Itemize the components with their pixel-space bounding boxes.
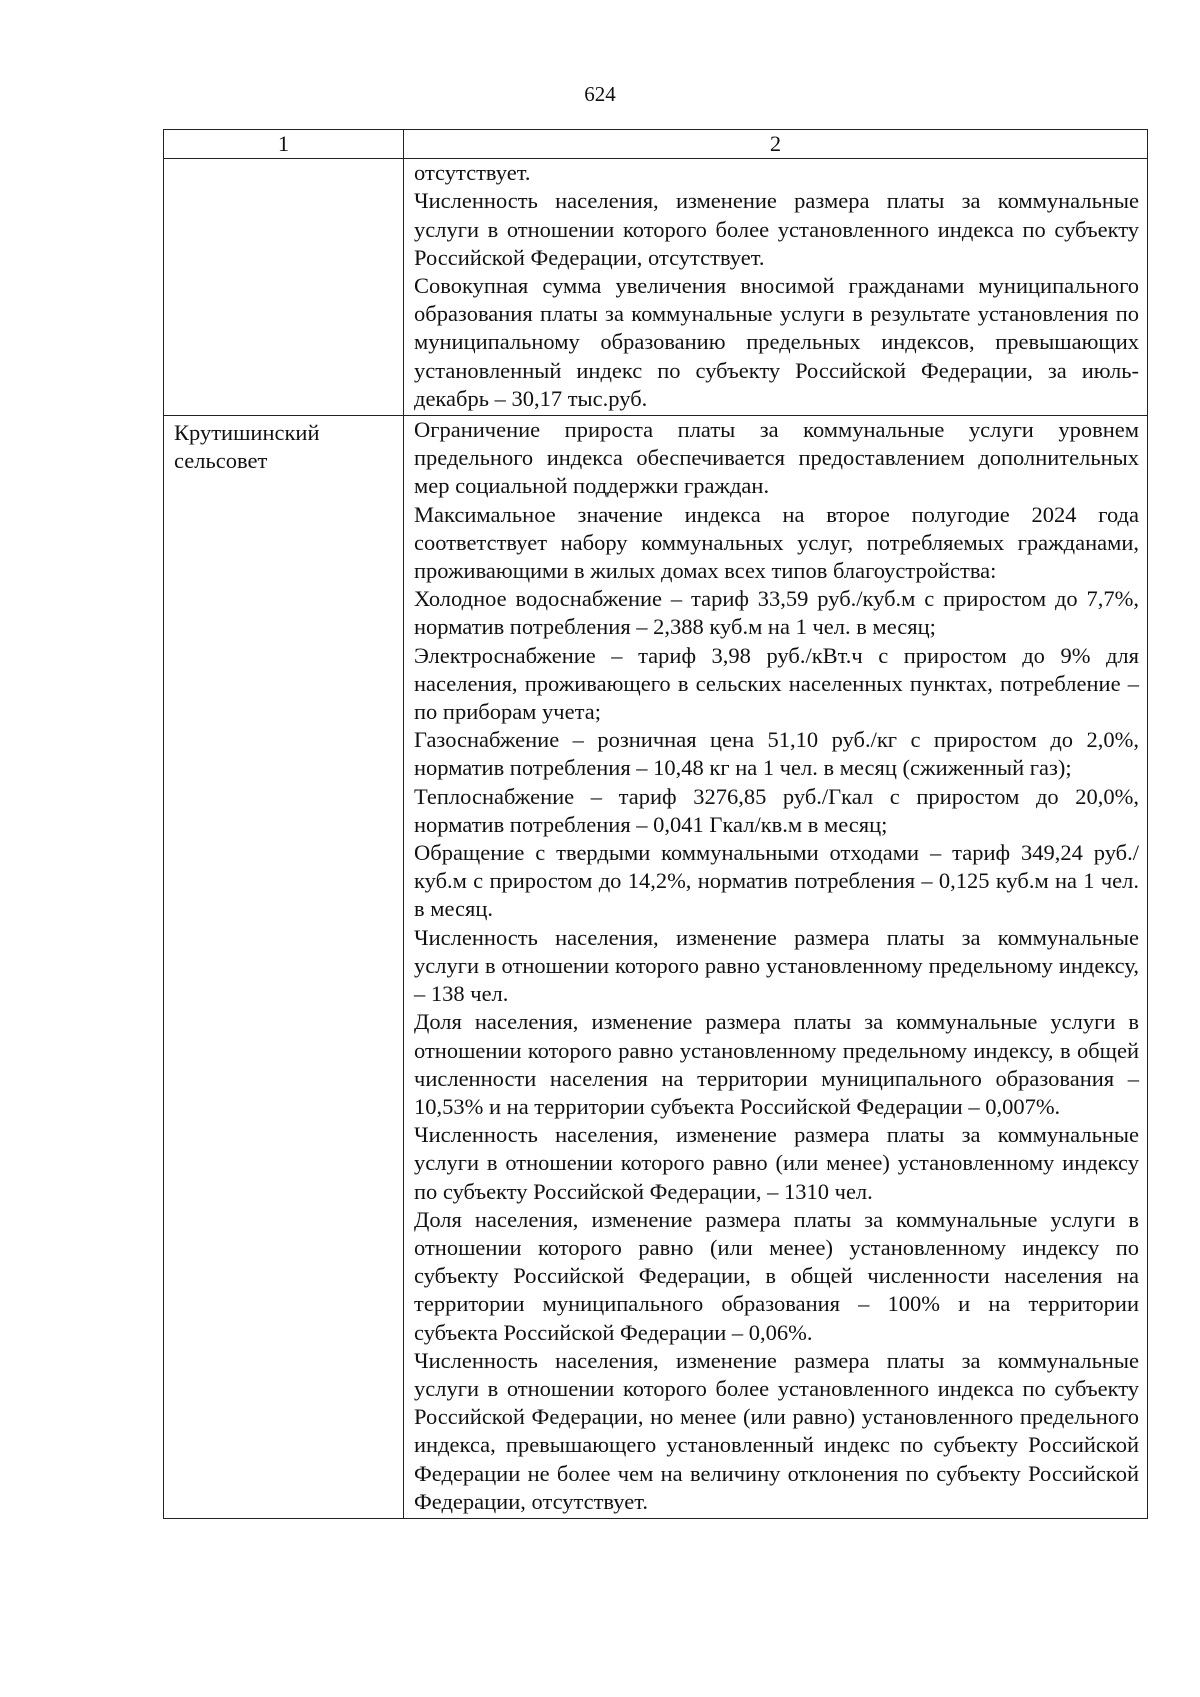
paragraph: Численность населения, изменение размера платы за коммунальные услуги в отношении которого равно установленному предельному индексу, – 138 чел. [414, 924, 1139, 1007]
paragraph: Обращение с твердыми коммунальными отходами – тариф 349,24 руб./куб.м с приростом до 14,2%, норматив потребления – 0,125 куб.м на 1 чел. в месяц. [414, 840, 1139, 922]
paragraph: отсутствует. [414, 160, 531, 186]
column-header-1: 1 [164, 130, 404, 159]
table-row [164, 159, 1148, 416]
municipality-cell [164, 416, 404, 1519]
paragraph: Ограничение прироста платы за коммунальные услуги уровнем предельного индекса обеспечивается предоставлением дополнительных мер социальной поддержки граждан. [414, 417, 1139, 499]
paragraph: Численность населения, изменение размера платы за коммунальные услуги в отношении которого более установленного индекса по субъекту Российской Федерации, отсутствует. [414, 188, 1139, 270]
page-number: 624 [584, 82, 616, 106]
paragraph: Теплоснабжение – тариф 3276,85 руб./Гкал с приростом до 20,0%, норматив потребления – 0,041 Гкал/кв.м в месяц; [414, 783, 1139, 837]
paragraph: Доля населения, изменение размера платы за коммунальные услуги в отношении которого равно установленному предельному индексу, в общей численности населения на территории муниципального образования – 10,53% и на территории субъекта Российской Федерации – 0,007%. [414, 1009, 1139, 1119]
paragraph: Холодное водоснабжение – тариф 33,59 руб./куб.м с приростом до 7,7%, норматив потребления – 2,388 куб.м на 1 чел. в месяц; [414, 586, 1139, 640]
data-table [163, 129, 1148, 1519]
description-cell [404, 416, 1148, 1519]
paragraph: Совокупная сумма увеличения вносимой гражданами муниципального образования платы за коммунальные услуги в результате установления по муниципальному образованию предельных индексов, превышающих установленный индекс по субъекту Российской Федерации, за июль-декабрь – 30,17 тыс.руб. [414, 273, 1139, 411]
municipality-name-line: Крутишинский [174, 420, 320, 446]
municipality-cell [164, 159, 404, 416]
paragraph: Численность населения, изменение размера платы за коммунальные услуги в отношении которого равно (или менее) установленному индексу по субъекту Российской Федерации, – 1310 чел. [414, 1122, 1139, 1204]
municipality-name-line: сельсовет [174, 448, 268, 474]
column-header-2: 2 [404, 130, 1148, 159]
table-row [164, 416, 1148, 1519]
paragraph: Электроснабжение – тариф 3,98 руб./кВт.ч с приростом до 9% для населения, проживающего в сельских населенных пунктах, потребление – по приборам учета; [414, 642, 1139, 725]
paragraph: Доля населения, изменение размера платы за коммунальные услуги в отношении которого равно (или менее) установленному индексу по субъекту Российской Федерации, в общей численности населения на территории муниципального образования – 100% и на территории субъекта Российской Федерации – 0,06%. [414, 1206, 1139, 1345]
paragraph: Газоснабжение – розничная цена 51,10 руб./кг с приростом до 2,0%, норматив потребления – 10,48 кг на 1 чел. в месяц (сжиженный газ); [414, 727, 1139, 781]
description-cell [404, 159, 1148, 416]
header-row [164, 130, 1148, 159]
paragraph: Численность населения, изменение размера платы за коммунальные услуги в отношении которого более установленного индекса по субъекту Российской Федерации, но менее (или равно) установленного предельного индекса, превышающего установленный индекс по субъекту Российской Федерации не более чем на величину отклонения по субъекту Российской Федерации, отсутствует. [414, 1347, 1139, 1514]
paragraph: Максимальное значение индекса на второе полугодие 2024 года соответствует набору коммунальных услуг, потребляемых гражданами, проживающими в жилых домах всех типов благоустройства: [414, 501, 1139, 584]
